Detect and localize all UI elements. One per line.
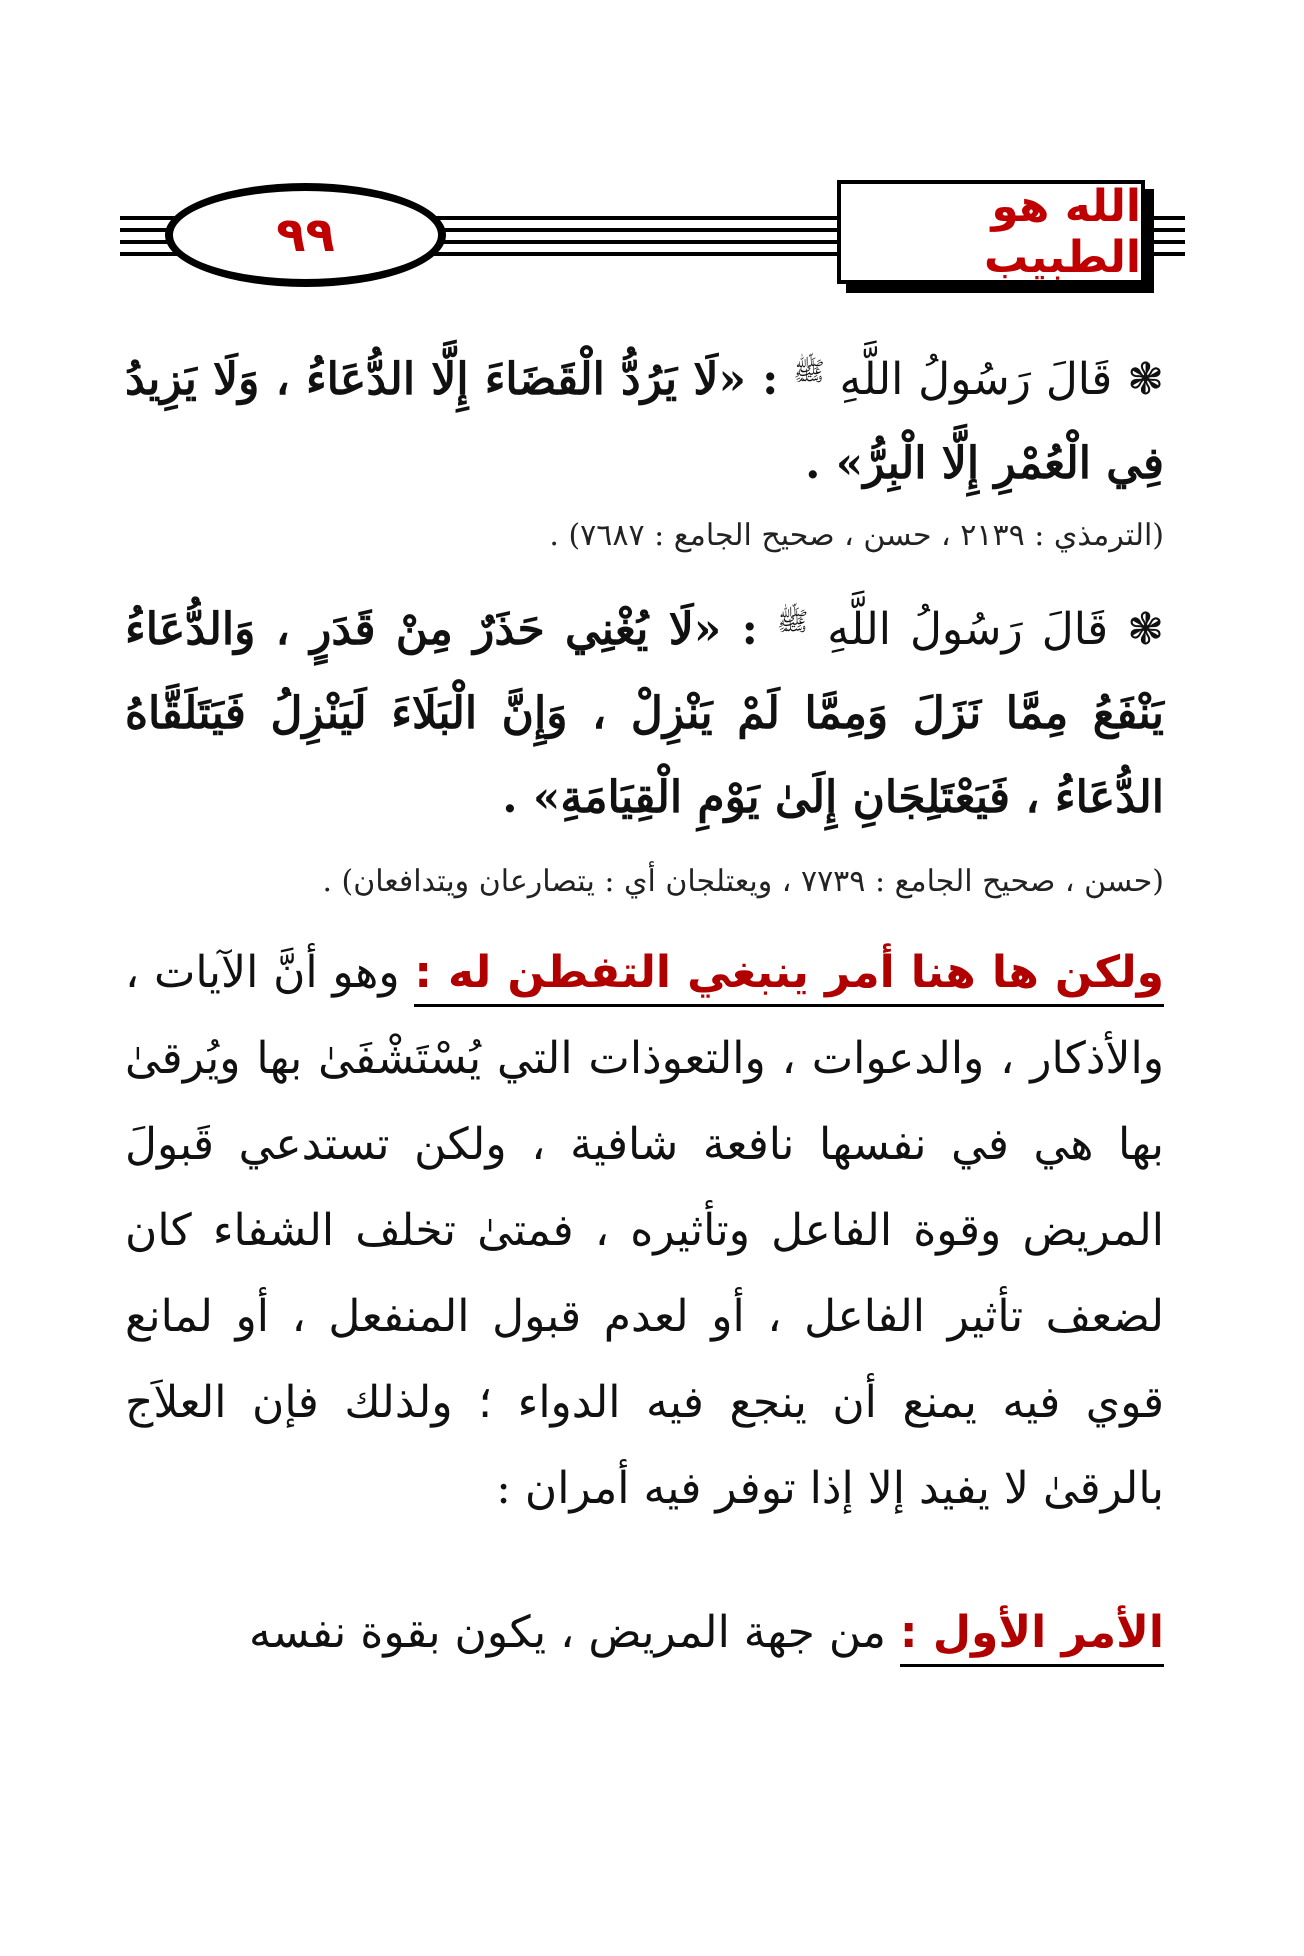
page-number: ٩٩ (276, 207, 335, 263)
paragraph-2-text: من جهة المريض ، يكون بقوة نفسه (248, 1607, 886, 1658)
page-number-oval (165, 183, 446, 287)
paragraph-2-heading: الأمر الأول : (900, 1607, 1164, 1667)
hadith-1-intro: قَالَ رَسُولُ اللَّهِ (839, 354, 1113, 405)
pbuh-glyph: ﷺ (793, 357, 825, 387)
reference-1: (الترمذي : ٢١٣٩ ، حسن ، صحيح الجامع : ٧٦٨٧) . (549, 518, 1164, 553)
hadith-2-intro: قَالَ رَسُولُ اللَّهِ (827, 604, 1109, 655)
paragraph-2 (125, 1590, 1164, 1676)
hadith-2-text: : «لَا يُغْنِي حَذَرٌ مِنْ قَدَرٍ ، وَالدُّعَاءُ يَنْفَعُ مِمَّا نَزَلَ وَمِمَّا لَمْ يَنْزِلْ ، وَإِنَّ الْبَلَاءَ لَيَنْزِلُ فَيَتَلَقَّاهُ الدُّعَاءُ ، فَيَعْتَلِجَانِ إِلَىٰ يَوْمِ الْقِيَامَةِ» . (125, 604, 1164, 823)
reference-2: (حسن ، صحيح الجامع : ٧٧٣٩ ، ويعتلجان أي : يتصارعان ويتدافعان) . (322, 864, 1164, 899)
hadith-1-text: : «لَا يَرُدُّ الْقَضَاءَ إِلَّا الدُّعَاءُ ، وَلَا يَزِيدُ فِي الْعُمْرِ إِلَّا الْبِرُّ» . (125, 354, 1164, 489)
star-icon: ❃ (1127, 604, 1164, 655)
paragraph-1-text: وهو أنَّ الآيات ، والأذكار ، والدعوات ، والتعوذات التي يُسْتَشْفَىٰ بها ويُرقىٰ بها هي في نفسها نافعة شافية ، ولكن تستدعي قَبولَ المريض وقوة الفاعل وتأثيره ، فمتىٰ تخلف الشفاء كان لضعف تأثير الفاعل ، أو لعدم قبول المنفعل ، أو لمانع قوي فيه يمنع أن ينجع فيه الدواء ؛ ولذلك فإن العلاَج بالرقىٰ لا يفيد إلا إذا توفر فيه أمران : (125, 947, 1164, 1514)
pbuh-glyph: ﷺ (776, 607, 809, 637)
hadith-2 (125, 580, 1164, 840)
page-header (120, 180, 1185, 290)
paragraph-1 (125, 930, 1164, 1532)
star-icon: ❃ (1127, 354, 1164, 405)
chapter-title-box (837, 180, 1145, 284)
chapter-title: الله هو الطبيب (984, 181, 1141, 283)
hadith-1 (125, 330, 1164, 506)
paragraph-1-heading: ولكن ها هنا أمر ينبغي التفطن له : (414, 947, 1164, 1007)
